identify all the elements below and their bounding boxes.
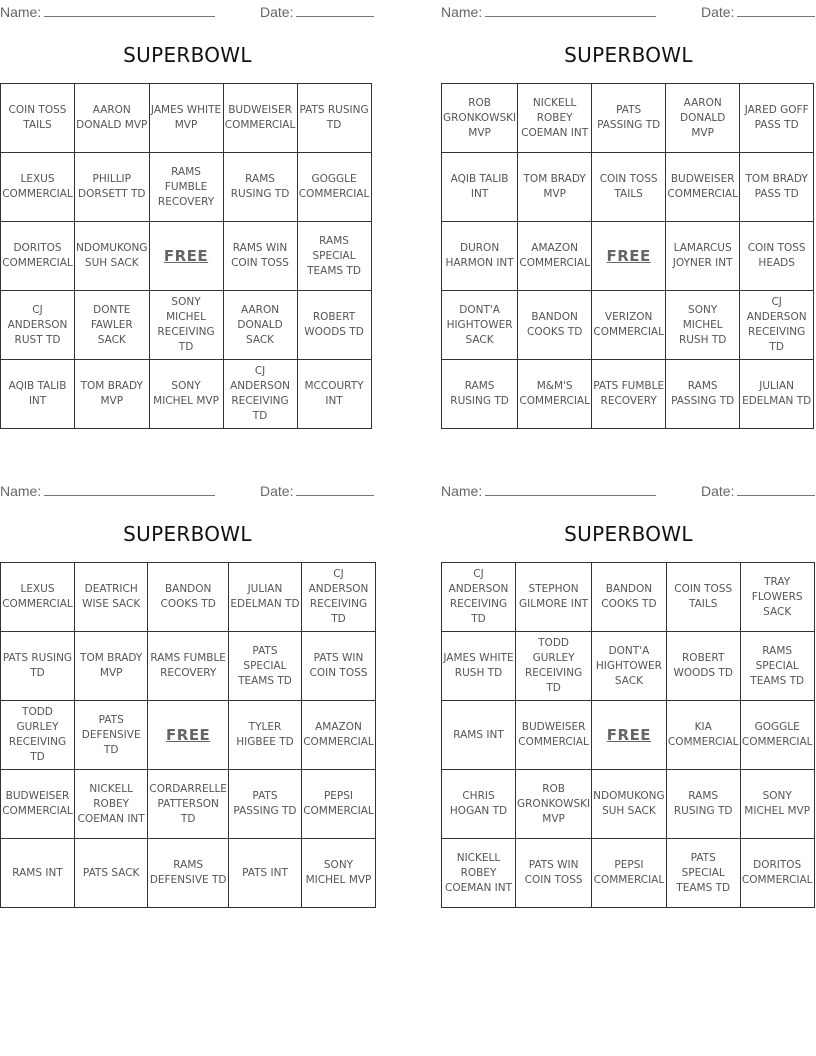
bingo-cell[interactable]: PATS DEFENSIVE TD — [74, 701, 147, 770]
bingo-cell[interactable]: STEPHON GILMORE INT — [516, 563, 592, 632]
bingo-cell[interactable]: AMAZON COMMERCIAL — [302, 701, 376, 770]
bingo-cell[interactable]: PATS WIN COIN TOSS — [516, 839, 592, 908]
bingo-cell[interactable]: ROBERT WOODS TD — [297, 291, 371, 360]
card-title: SUPERBOWL — [564, 522, 693, 546]
bingo-cell[interactable]: TRAY FLOWERS SACK — [740, 563, 814, 632]
bingo-cell[interactable]: COIN TOSS TAILS — [592, 153, 666, 222]
card-title: SUPERBOWL — [123, 43, 252, 67]
name-label: Name: — [0, 483, 42, 499]
date-field[interactable] — [701, 3, 815, 20]
name-underline[interactable] — [485, 3, 656, 17]
date-field[interactable] — [260, 3, 374, 20]
bingo-cell[interactable]: GOGGLE COMMERCIAL — [740, 701, 814, 770]
bingo-cell[interactable]: PATS FUMBLE RECOVERY — [592, 360, 666, 429]
bingo-cell[interactable]: ROB GRONKOWSKI MVP — [516, 770, 592, 839]
bingo-cell[interactable]: COIN TOSS HEADS — [740, 222, 814, 291]
bingo-cell[interactable]: NDOMUKONG SUH SACK — [592, 770, 667, 839]
name-label: Name: — [0, 4, 42, 20]
bingo-cell[interactable]: TOM BRADY MVP — [74, 632, 147, 701]
date-label: Date: — [260, 4, 294, 20]
grid-row — [1, 839, 376, 908]
grid-row — [442, 360, 814, 429]
bingo-cell[interactable]: NDOMUKONG SUH SACK — [75, 222, 150, 291]
bingo-cell[interactable]: AQIB TALIB INT — [1, 360, 75, 429]
bingo-cell[interactable]: JAMES WHITE MVP — [149, 84, 223, 153]
grid-row — [442, 222, 814, 291]
bingo-cell[interactable]: DEATRICH WISE SACK — [74, 563, 147, 632]
date-field[interactable] — [260, 482, 374, 499]
bingo-cell[interactable]: SONY MICHEL MVP — [149, 360, 223, 429]
bingo-cell[interactable]: RAMS DEFENSIVE TD — [148, 839, 229, 908]
bingo-cell[interactable]: TOM BRADY PASS TD — [740, 153, 814, 222]
bingo-cell[interactable]: RAMS INT — [442, 701, 516, 770]
bingo-cell[interactable]: TYLER HIGBEE TD — [228, 701, 301, 770]
bingo-cell[interactable]: AQIB TALIB INT — [442, 153, 518, 222]
name-field[interactable] — [441, 482, 656, 499]
bingo-cell[interactable]: CHRIS HOGAN TD — [442, 770, 516, 839]
bingo-cell[interactable]: BANDON COOKS TD — [518, 291, 592, 360]
bingo-cell[interactable]: CORDARRELLE PATTERSON TD — [148, 770, 229, 839]
bingo-cell[interactable]: PATS SPECIAL TEAMS TD — [666, 839, 740, 908]
bingo-cell[interactable]: RAMS SPECIAL TEAMS TD — [740, 632, 814, 701]
grid-row — [1, 632, 376, 701]
grid-row — [442, 770, 815, 839]
bingo-cell[interactable]: GOGGLE COMMERCIAL — [297, 153, 371, 222]
bingo-cell[interactable]: DONT'A HIGHTOWER SACK — [592, 632, 667, 701]
bingo-cell[interactable]: DORITOS COMMERCIAL — [1, 222, 75, 291]
bingo-cell[interactable]: AMAZON COMMERCIAL — [518, 222, 592, 291]
name-field[interactable] — [0, 482, 215, 499]
grid-row — [1, 291, 372, 360]
bingo-cell[interactable]: PATS PASSING TD — [228, 770, 301, 839]
bingo-cell[interactable]: RAMS WIN COIN TOSS — [223, 222, 297, 291]
grid-row — [1, 563, 376, 632]
date-underline[interactable] — [737, 482, 815, 496]
bingo-cell[interactable]: JAMES WHITE RUSH TD — [442, 632, 516, 701]
bingo-cell[interactable]: AARON DONALD MVP — [666, 84, 740, 153]
name-field[interactable] — [0, 3, 215, 20]
bingo-cell[interactable]: RAMS RUSING TD — [442, 360, 518, 429]
bingo-cell[interactable]: PATS RUSING TD — [297, 84, 371, 153]
bingo-cell[interactable]: BANDON COOKS TD — [148, 563, 229, 632]
bingo-cell[interactable]: PATS INT — [228, 839, 301, 908]
grid-row — [442, 84, 814, 153]
bingo-cell[interactable]: SONY MICHEL RECEIVING TD — [149, 291, 223, 360]
bingo-cell[interactable]: RAMS PASSING TD — [666, 360, 740, 429]
grid-row — [442, 701, 815, 770]
bingo-cell[interactable]: BUDWEISER COMMERCIAL — [223, 84, 297, 153]
grid-row — [442, 153, 814, 222]
name-label: Name: — [441, 483, 483, 499]
bingo-cell[interactable]: PHILLIP DORSETT TD — [75, 153, 150, 222]
free-cell[interactable]: FREE — [592, 701, 667, 770]
bingo-cell[interactable]: VERIZON COMMERCIAL — [592, 291, 666, 360]
bingo-cell[interactable]: SONY MICHEL MVP — [302, 839, 376, 908]
date-underline[interactable] — [737, 3, 815, 17]
bingo-cell[interactable]: ROBERT WOODS TD — [666, 632, 740, 701]
bingo-cell[interactable]: CJ ANDERSON RECEIVING TD — [442, 563, 516, 632]
name-underline[interactable] — [44, 3, 215, 17]
bingo-cell[interactable]: DORITOS COMMERCIAL — [740, 839, 814, 908]
bingo-cell[interactable]: RAMS INT — [1, 839, 75, 908]
grid-row — [1, 701, 376, 770]
bingo-cell[interactable]: ROB GRONKOWSKI MVP — [442, 84, 518, 153]
bingo-cell[interactable]: RAMS SPECIAL TEAMS TD — [297, 222, 371, 291]
date-label: Date: — [260, 483, 294, 499]
bingo-cell[interactable]: NICKELL ROBEY COEMAN INT — [442, 839, 516, 908]
bingo-cell[interactable]: PATS PASSING TD — [592, 84, 666, 153]
bingo-cell[interactable]: AARON DONALD SACK — [223, 291, 297, 360]
free-cell[interactable]: FREE — [148, 701, 229, 770]
card-title: SUPERBOWL — [564, 43, 693, 67]
grid-row — [442, 632, 815, 701]
bingo-cell[interactable]: NICKELL ROBEY COEMAN INT — [518, 84, 592, 153]
bingo-cell[interactable]: RAMS FUMBLE RECOVERY — [149, 153, 223, 222]
grid-row — [1, 770, 376, 839]
bingo-cell[interactable]: COIN TOSS TAILS — [666, 563, 740, 632]
bingo-grid — [441, 562, 815, 908]
name-field[interactable] — [441, 3, 656, 20]
free-cell[interactable]: FREE — [592, 222, 666, 291]
grid-row — [1, 360, 372, 429]
bingo-cell[interactable]: LEXUS COMMERCIAL — [1, 563, 75, 632]
bingo-cell[interactable]: RAMS FUMBLE RECOVERY — [148, 632, 229, 701]
bingo-cell[interactable]: PEPSI COMMERCIAL — [592, 839, 667, 908]
bingo-cell[interactable]: JULIAN EDELMAN TD — [228, 563, 301, 632]
name-underline[interactable] — [44, 482, 215, 496]
bingo-cell[interactable]: LEXUS COMMERCIAL — [1, 153, 75, 222]
grid-row — [1, 84, 372, 153]
bingo-cell[interactable]: JULIAN EDELMAN TD — [740, 360, 814, 429]
bingo-cell[interactable]: CJ ANDERSON RUST TD — [1, 291, 75, 360]
bingo-cell[interactable]: PATS RUSING TD — [1, 632, 75, 701]
bingo-cell[interactable]: NICKELL ROBEY COEMAN INT — [74, 770, 147, 839]
bingo-cell[interactable]: BUDWEISER COMMERCIAL — [516, 701, 592, 770]
bingo-cell[interactable]: AARON DONALD MVP — [75, 84, 150, 153]
bingo-grid — [441, 83, 814, 429]
grid-row — [442, 291, 814, 360]
date-field[interactable] — [701, 482, 815, 499]
bingo-cell[interactable]: TOM BRADY MVP — [518, 153, 592, 222]
bingo-cell[interactable]: LAMARCUS JOYNER INT — [666, 222, 740, 291]
bingo-cell[interactable]: TOM BRADY MVP — [75, 360, 150, 429]
date-label: Date: — [701, 483, 735, 499]
bingo-cell[interactable]: DONT'A HIGHTOWER SACK — [442, 291, 518, 360]
date-label: Date: — [701, 4, 735, 20]
bingo-cell[interactable]: KIA COMMERCIAL — [666, 701, 740, 770]
bingo-cell[interactable]: COIN TOSS TAILS — [1, 84, 75, 153]
bingo-cell[interactable]: CJ ANDERSON RECEIVING TD — [223, 360, 297, 429]
bingo-cell[interactable]: TODD GURLEY RECEIVING TD — [1, 701, 75, 770]
bingo-cell[interactable]: BUDWEISER COMMERCIAL — [1, 770, 75, 839]
bingo-cell[interactable]: RAMS RUSING TD — [223, 153, 297, 222]
bingo-cell[interactable]: PATS WIN COIN TOSS — [302, 632, 376, 701]
bingo-cell[interactable]: PATS SACK — [74, 839, 147, 908]
grid-row — [1, 222, 372, 291]
bingo-cell[interactable]: JARED GOFF PASS TD — [740, 84, 814, 153]
bingo-cell[interactable]: DURON HARMON INT — [442, 222, 518, 291]
bingo-cell[interactable]: RAMS RUSING TD — [666, 770, 740, 839]
bingo-cell[interactable]: BANDON COOKS TD — [592, 563, 667, 632]
bingo-cell[interactable]: PATS SPECIAL TEAMS TD — [228, 632, 301, 701]
date-underline[interactable] — [296, 482, 374, 496]
date-underline[interactable] — [296, 3, 374, 17]
grid-row — [442, 839, 815, 908]
bingo-grid — [0, 83, 372, 429]
bingo-cell[interactable]: DONTE FAWLER SACK — [75, 291, 150, 360]
bingo-cell[interactable]: CJ ANDERSON RECEIVING TD — [740, 291, 814, 360]
free-cell[interactable]: FREE — [149, 222, 223, 291]
bingo-cell[interactable]: PEPSI COMMERCIAL — [302, 770, 376, 839]
grid-row — [442, 563, 815, 632]
card-title: SUPERBOWL — [123, 522, 252, 546]
name-underline[interactable] — [485, 482, 656, 496]
bingo-grid — [0, 562, 376, 908]
name-label: Name: — [441, 4, 483, 20]
bingo-cell[interactable]: SONY MICHEL RUSH TD — [666, 291, 740, 360]
bingo-cell[interactable]: MCCOURTY INT — [297, 360, 371, 429]
bingo-cell[interactable]: SONY MICHEL MVP — [740, 770, 814, 839]
bingo-cell[interactable]: BUDWEISER COMMERCIAL — [666, 153, 740, 222]
grid-row — [1, 153, 372, 222]
bingo-cell[interactable]: TODD GURLEY RECEIVING TD — [516, 632, 592, 701]
bingo-cell[interactable]: M&M'S COMMERCIAL — [518, 360, 592, 429]
bingo-cell[interactable]: CJ ANDERSON RECEIVING TD — [302, 563, 376, 632]
